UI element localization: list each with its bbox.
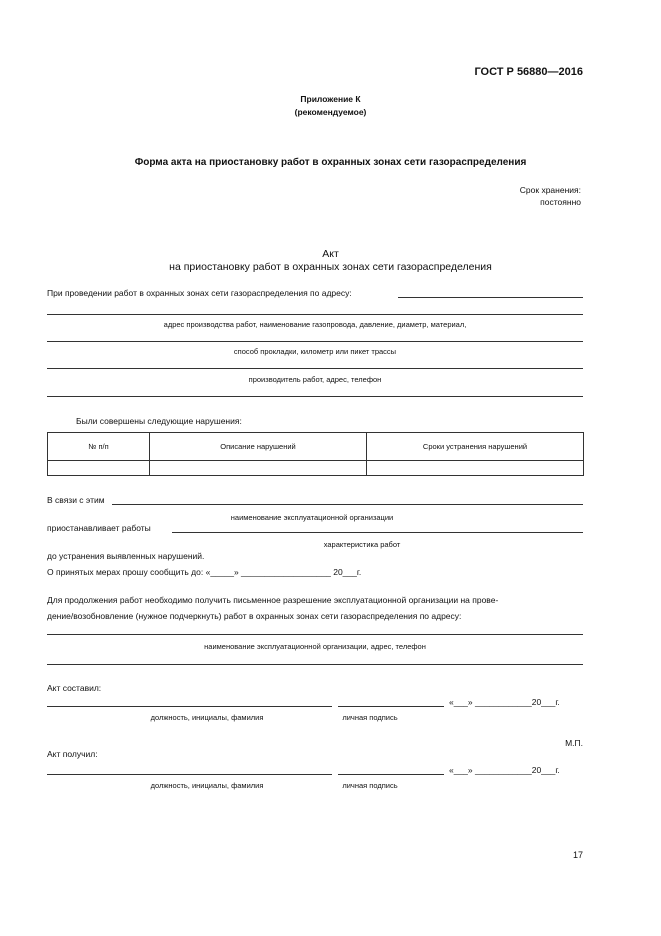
hint-organization: наименование эксплуатационной организации xyxy=(230,513,394,522)
composer-position-line[interactable] xyxy=(47,706,332,707)
act-subtitle: на приостановку работ в охранных зонах сети газораспределения xyxy=(169,261,492,273)
table-cell-deadline[interactable] xyxy=(367,461,584,476)
because-text: В связи с этим xyxy=(47,495,105,505)
permit-address-line[interactable] xyxy=(47,634,583,635)
received-label: Акт получил: xyxy=(47,749,98,759)
table-header-row xyxy=(48,433,584,461)
hint-composer-position: должность, инициалы, фамилия xyxy=(150,713,264,722)
violations-table xyxy=(47,432,584,476)
hint-composer-signature: личная подпись xyxy=(342,713,398,722)
page-number: 17 xyxy=(572,850,583,860)
hint-laying: способ прокладки, километр или пикет трассы xyxy=(233,347,397,356)
hint-receiver-signature: личная подпись xyxy=(342,781,398,790)
column-header-description: Описание нарушений xyxy=(150,433,367,461)
until-text: до устранения выявленных нарушений. xyxy=(47,551,205,561)
table-cell-number[interactable] xyxy=(48,461,150,476)
act-title: Акт xyxy=(322,248,339,260)
stamp-label: М.П. xyxy=(565,738,583,748)
table-row xyxy=(48,461,584,476)
retention-label: Срок хранения: xyxy=(519,185,581,195)
permit-address-line-2[interactable] xyxy=(47,664,583,665)
composer-signature-line[interactable] xyxy=(338,706,444,707)
receiver-date[interactable]: «___» ____________20___г. xyxy=(449,765,560,775)
table-cell-description[interactable] xyxy=(150,461,367,476)
column-header-deadline: Сроки устранения нарушений xyxy=(367,433,584,461)
works-line[interactable] xyxy=(172,532,583,533)
intro-text: При проведении работ в охранных зонах сети газораспределения по адресу: xyxy=(47,288,352,298)
column-header-number: № п/п xyxy=(48,433,150,461)
report-deadline[interactable]: О принятых мерах прошу сообщить до: «_____» ___________________ 20___г. xyxy=(47,567,362,577)
composed-label: Акт составил: xyxy=(47,683,102,693)
receiver-position-line[interactable] xyxy=(47,774,332,775)
address-line[interactable] xyxy=(398,297,583,298)
contractor-line-2[interactable] xyxy=(47,396,583,397)
hint-works: характеристика работ xyxy=(323,540,401,549)
composer-date[interactable]: «___» ____________20___г. xyxy=(449,697,560,707)
hint-permit-organization: наименование эксплуатационной организации, адрес, телефон xyxy=(204,642,426,651)
form-title: Форма акта на приостановку работ в охранных зонах сети газораспределения xyxy=(134,157,527,168)
hint-receiver-position: должность, инициалы, фамилия xyxy=(150,781,264,790)
continuation-line-2: дение/возобновление (нужное подчеркнуть) работ в охранных зонах сети газораспределения по адресу: xyxy=(47,611,462,621)
laying-line[interactable] xyxy=(47,341,583,342)
contractor-line[interactable] xyxy=(47,368,583,369)
continuation-line-1: Для продолжения работ необходимо получить письменное разрешение эксплуатационной организации на прове- xyxy=(47,595,499,605)
violations-label: Были совершены следующие нарушения: xyxy=(76,416,242,426)
hint-contractor: производитель работ, адрес, телефон xyxy=(248,375,382,384)
receiver-signature-line[interactable] xyxy=(338,774,444,775)
appendix-title: Приложение К xyxy=(300,94,361,104)
appendix-status: (рекомендуемое) xyxy=(294,107,367,117)
suspends-text: приостанавливает работы xyxy=(47,523,151,533)
organization-line[interactable] xyxy=(112,504,583,505)
retention-value: постоянно xyxy=(540,197,581,207)
hint-address: адрес производства работ, наименование газопровода, давление, диаметр, материал, xyxy=(163,320,467,329)
standard-number: ГОСТ Р 56880—2016 xyxy=(474,66,583,78)
address-line-2[interactable] xyxy=(47,314,583,315)
